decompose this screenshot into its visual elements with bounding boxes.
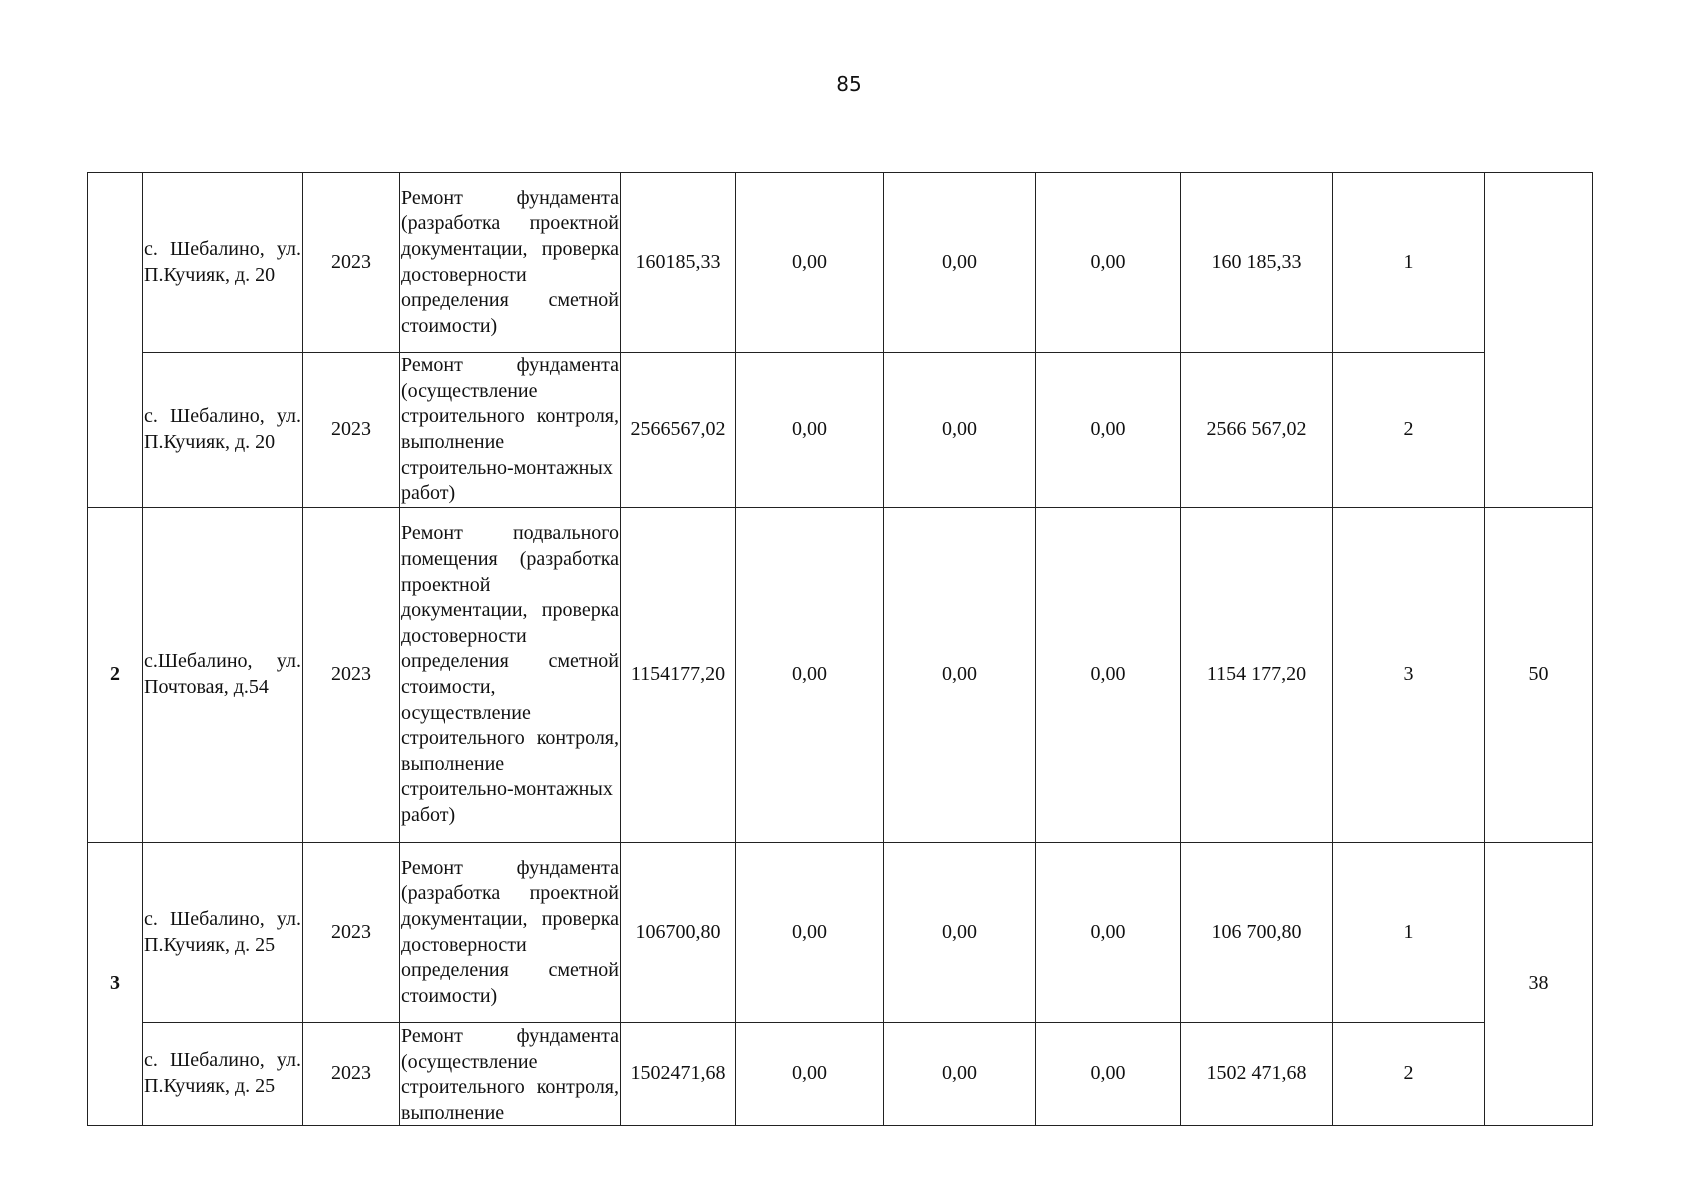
value-cell: 0,00: [736, 353, 884, 508]
value-cell: 0,00: [884, 353, 1036, 508]
value-cell: 0,00: [736, 1023, 884, 1126]
stage-cell: 2: [1333, 1023, 1485, 1126]
table-row: [88, 173, 1593, 353]
address-cell: с. Шебалино, ул. П.Кучияк, д. 25: [143, 843, 303, 1023]
cost-cell: 1154177,20: [621, 508, 736, 843]
table-row: [88, 508, 1593, 843]
last-column-cell: 50: [1485, 508, 1593, 843]
value-cell: 0,00: [884, 843, 1036, 1023]
work-description-cell: Ремонт фундамента (разработка проектной документации, проверка достоверности определения сметной стоимости): [400, 173, 621, 353]
value-cell: 0,00: [1036, 173, 1181, 353]
value-cell: 0,00: [1036, 1023, 1181, 1126]
cost-cell: 106700,80: [621, 843, 736, 1023]
last-column-cell: 38: [1485, 843, 1593, 1126]
total-cell: 106 700,80: [1181, 843, 1333, 1023]
repair-schedule-table: [87, 172, 1593, 1126]
value-cell: 0,00: [736, 508, 884, 843]
total-cell: 160 185,33: [1181, 173, 1333, 353]
work-description-cell: [400, 1023, 621, 1126]
year-cell: 2023: [303, 1023, 400, 1126]
year-cell: 2023: [303, 353, 400, 508]
year-cell: 2023: [303, 173, 400, 353]
address-cell: с.Шебалино, ул. Почтовая, д.54: [143, 508, 303, 843]
address-cell: с. Шебалино, ул. П.Кучияк, д. 25: [143, 1023, 303, 1126]
value-cell: 0,00: [884, 1023, 1036, 1126]
total-cell: 2566 567,02: [1181, 353, 1333, 508]
row-number-cell: 2: [88, 508, 143, 843]
value-cell: 0,00: [736, 173, 884, 353]
value-cell: 0,00: [1036, 353, 1181, 508]
cost-cell: 160185,33: [621, 173, 736, 353]
work-description-cell: Ремонт фундамента (осуществление строительного контроля, выполнение строительно-монтажных работ): [400, 353, 621, 508]
stage-cell: 3: [1333, 508, 1485, 843]
page-number: 85: [836, 72, 862, 96]
work-description-text: Ремонт фундамента (осуществление строительного контроля, выполнение: [401, 1025, 619, 1124]
stage-cell: 1: [1333, 843, 1485, 1023]
table-row: [88, 843, 1593, 1023]
year-cell: 2023: [303, 508, 400, 843]
work-description-cell: Ремонт подвального помещения (разработка проектной документации, проверка достоверности определения сметной стоимости, осуществление строительного контроля, выполнение строительно-монтажных работ): [400, 508, 621, 843]
value-cell: 0,00: [736, 843, 884, 1023]
last-column-cell: [1485, 173, 1593, 508]
address-cell: с. Шебалино, ул. П.Кучияк, д. 20: [143, 173, 303, 353]
stage-cell: 1: [1333, 173, 1485, 353]
value-cell: 0,00: [1036, 843, 1181, 1023]
address-cell: с. Шебалино, ул. П.Кучияк, д. 20: [143, 353, 303, 508]
row-number-cell: [88, 173, 143, 508]
cost-cell: 1502471,68: [621, 1023, 736, 1126]
table-row: [88, 353, 1593, 508]
value-cell: 0,00: [884, 173, 1036, 353]
total-cell: 1154 177,20: [1181, 508, 1333, 843]
total-cell: 1502 471,68: [1181, 1023, 1333, 1126]
table-row: [88, 1023, 1593, 1126]
work-description-cell: Ремонт фундамента (разработка проектной документации, проверка достоверности определения сметной стоимости): [400, 843, 621, 1023]
year-cell: 2023: [303, 843, 400, 1023]
row-number-cell: 3: [88, 843, 143, 1126]
value-cell: 0,00: [1036, 508, 1181, 843]
cost-cell: 2566567,02: [621, 353, 736, 508]
stage-cell: 2: [1333, 353, 1485, 508]
value-cell: 0,00: [884, 508, 1036, 843]
